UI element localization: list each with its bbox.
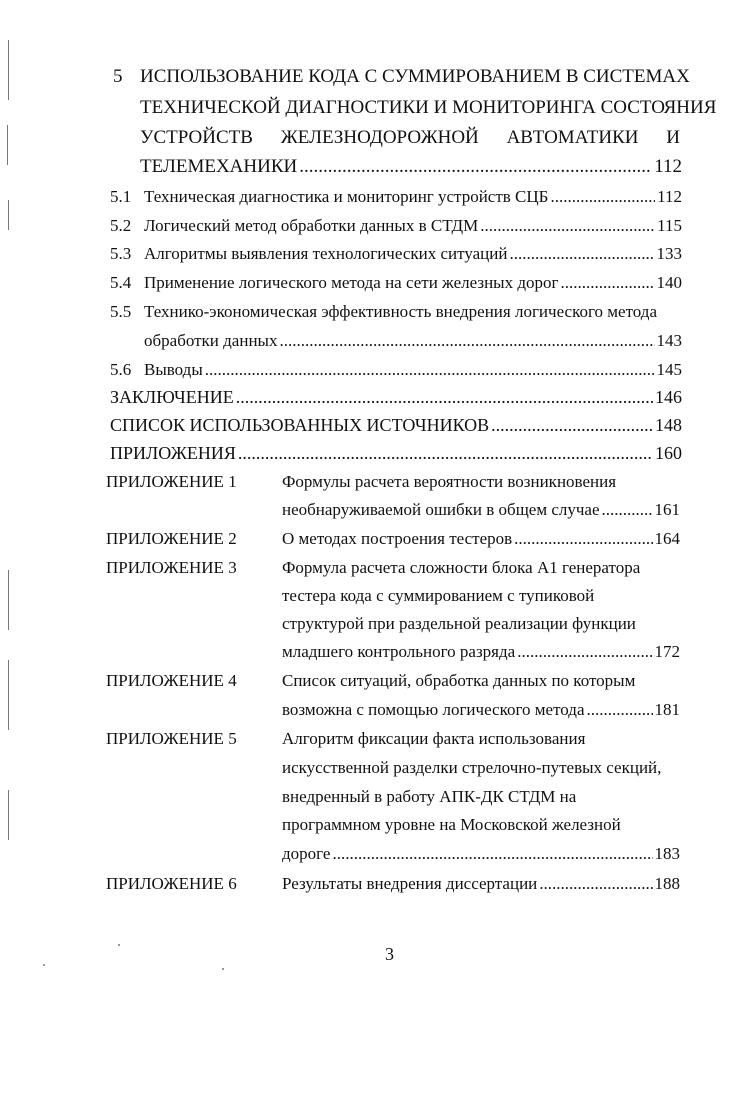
dot-leader — [560, 273, 654, 293]
toc-entry-5-5[interactable] — [110, 302, 682, 322]
appendix-title-line: структурой при раздельной реализации функции — [282, 614, 636, 633]
entry-title: СПИСОК ИСПОЛЬЗОВАННЫХ ИСТОЧНИКОВ — [110, 415, 490, 435]
appendix-title-line: Формулы расчета вероятности возникновения — [282, 472, 617, 491]
toc-entry-5-2[interactable] — [110, 216, 682, 236]
appendix-title-line: необнаруживаемой ошибки в общем случае — [282, 500, 600, 519]
toc-entry-appendices[interactable] — [110, 443, 682, 464]
appendix-label: ПРИЛОЖЕНИЕ 1 — [106, 472, 237, 491]
chapter-title-line-3 — [140, 127, 680, 149]
dot-leader — [517, 642, 652, 662]
section-number: 5.5 — [110, 302, 132, 321]
dot-leader — [236, 387, 653, 408]
scan-artifact — [8, 790, 9, 840]
section-number: 5.2 — [110, 216, 132, 235]
dot-leader — [205, 360, 655, 380]
scan-artifact — [43, 964, 45, 966]
page-ref: 148 — [655, 415, 682, 435]
toc-entry-appendix-5[interactable] — [282, 844, 680, 864]
toc-entry-appendix-1[interactable] — [282, 500, 680, 520]
page-ref: 112 — [654, 156, 682, 177]
page-ref: 133 — [656, 244, 682, 263]
section-title: Технико-экономическая эффективность внедрения логического метода — [144, 302, 658, 321]
chapter-title-line-2: ТЕХНИЧЕСКОЙ ДИАГНОСТИКИ И МОНИТОРИНГА СОСТОЯНИЯ — [140, 97, 717, 118]
scan-artifact — [8, 570, 9, 630]
page-ref: 172 — [654, 642, 680, 661]
dot-leader — [480, 216, 655, 236]
appendix-label: ПРИЛОЖЕНИЕ 6 — [106, 874, 237, 893]
dot-leader — [238, 443, 653, 464]
toc-entry-5-3[interactable] — [110, 244, 682, 264]
appendix-title-line: внедренный в работу АПК-ДК СТДМ на — [282, 787, 577, 806]
toc-entry-5-6[interactable] — [110, 360, 682, 380]
section-title-continued: обработки данных — [144, 331, 278, 350]
chapter-title-word: ЖЕЛЕЗНОДОРОЖНОЙ — [280, 127, 479, 148]
toc-entry-5-4[interactable] — [110, 273, 682, 293]
toc-entry-appendix-4[interactable] — [282, 700, 680, 720]
toc-entry-5-5-cont[interactable] — [144, 331, 682, 351]
section-number: 5.1 — [110, 187, 132, 206]
appendix-title-line: возможна с помощью логического метода — [282, 700, 585, 719]
scan-artifact — [222, 968, 224, 970]
dot-leader — [550, 187, 655, 207]
page-ref: 188 — [654, 874, 680, 893]
dot-leader — [509, 244, 654, 264]
section-title: Алгоритмы выявления технологических ситуаций — [144, 244, 508, 263]
dot-leader — [539, 874, 652, 894]
appendix-title-line: Список ситуаций, обработка данных по которым — [282, 671, 636, 690]
page-ref: 183 — [654, 844, 680, 863]
scan-artifact — [7, 125, 8, 165]
appendix-title-line: Результаты внедрения диссертации — [282, 874, 538, 893]
scan-artifact — [118, 944, 120, 946]
dot-leader — [587, 700, 653, 720]
page-ref: 140 — [656, 273, 682, 292]
chapter-title-word: УСТРОЙСТВ — [140, 127, 253, 148]
appendix-title-line: тестера кода с суммированием с тупиковой — [282, 586, 595, 605]
toc-entry-appendix-2[interactable] — [282, 529, 680, 549]
appendix-title-line: Алгоритм фиксации факта использования — [282, 729, 586, 748]
entry-title: ПРИЛОЖЕНИЯ — [110, 443, 236, 463]
chapter-title-word: АВТОМАТИКИ — [506, 127, 639, 148]
section-title: Выводы — [144, 360, 203, 379]
page-ref: 181 — [654, 700, 680, 719]
page-ref: 164 — [654, 529, 680, 548]
page-ref: 160 — [655, 443, 682, 463]
page-ref: 161 — [654, 500, 680, 519]
appendix-label: ПРИЛОЖЕНИЕ 3 — [106, 558, 237, 577]
chapter-title-line-4: ТЕЛЕМЕХАНИКИ — [140, 156, 298, 177]
page-ref: 115 — [657, 216, 682, 235]
dot-leader — [491, 415, 653, 436]
appendix-label: ПРИЛОЖЕНИЕ 2 — [106, 529, 237, 548]
page-ref: 146 — [655, 387, 682, 407]
scan-artifact — [8, 40, 9, 100]
toc-entry-conclusion[interactable] — [110, 387, 682, 408]
dot-leader — [332, 844, 652, 864]
appendix-title-line: младшего контрольного разряда — [282, 642, 516, 661]
page-ref: 143 — [656, 331, 682, 350]
toc-entry-5-1[interactable] — [110, 187, 682, 207]
appendix-title-line: Формула расчета сложности блока А1 генератора — [282, 558, 641, 577]
page-number: 3 — [385, 944, 394, 964]
page-ref: 112 — [657, 187, 682, 206]
dot-leader — [279, 331, 654, 351]
entry-title: ЗАКЛЮЧЕНИЕ — [110, 387, 234, 407]
appendix-title-line: программном уровне на Московской железной — [282, 815, 621, 834]
appendix-title-line: дороге — [282, 844, 331, 863]
appendix-label: ПРИЛОЖЕНИЕ 4 — [106, 671, 237, 690]
scan-artifact — [8, 200, 9, 230]
scan-artifact — [8, 660, 9, 730]
appendix-title-line: искусственной разделки стрелочно-путевых секций, — [282, 758, 662, 777]
chapter-number: 5 — [113, 66, 123, 87]
toc-entry-appendix-6[interactable] — [282, 874, 680, 894]
section-title: Техническая диагностика и мониторинг устройств СЦБ — [144, 187, 549, 206]
dot-leader — [514, 529, 652, 549]
appendix-label: ПРИЛОЖЕНИЕ 5 — [106, 729, 237, 748]
section-title: Применение логического метода на сети железных дорог — [144, 273, 559, 292]
appendix-title-line: О методах построения тестеров — [282, 529, 513, 548]
toc-entry-references[interactable] — [110, 415, 682, 436]
section-number: 5.4 — [110, 273, 132, 292]
toc-entry-chapter5[interactable] — [140, 156, 682, 178]
section-number: 5.3 — [110, 244, 132, 263]
section-number: 5.6 — [110, 360, 132, 379]
dot-leader — [299, 156, 652, 178]
page-ref: 145 — [656, 360, 682, 379]
dot-leader — [602, 500, 653, 520]
toc-entry-appendix-3[interactable] — [282, 642, 680, 662]
section-title: Логический метод обработки данных в СТДМ — [144, 216, 479, 235]
chapter-title-word: И — [666, 127, 680, 148]
chapter-title-line-1: ИСПОЛЬЗОВАНИЕ КОДА С СУММИРОВАНИЕМ В СИСТЕМАХ — [140, 66, 690, 87]
